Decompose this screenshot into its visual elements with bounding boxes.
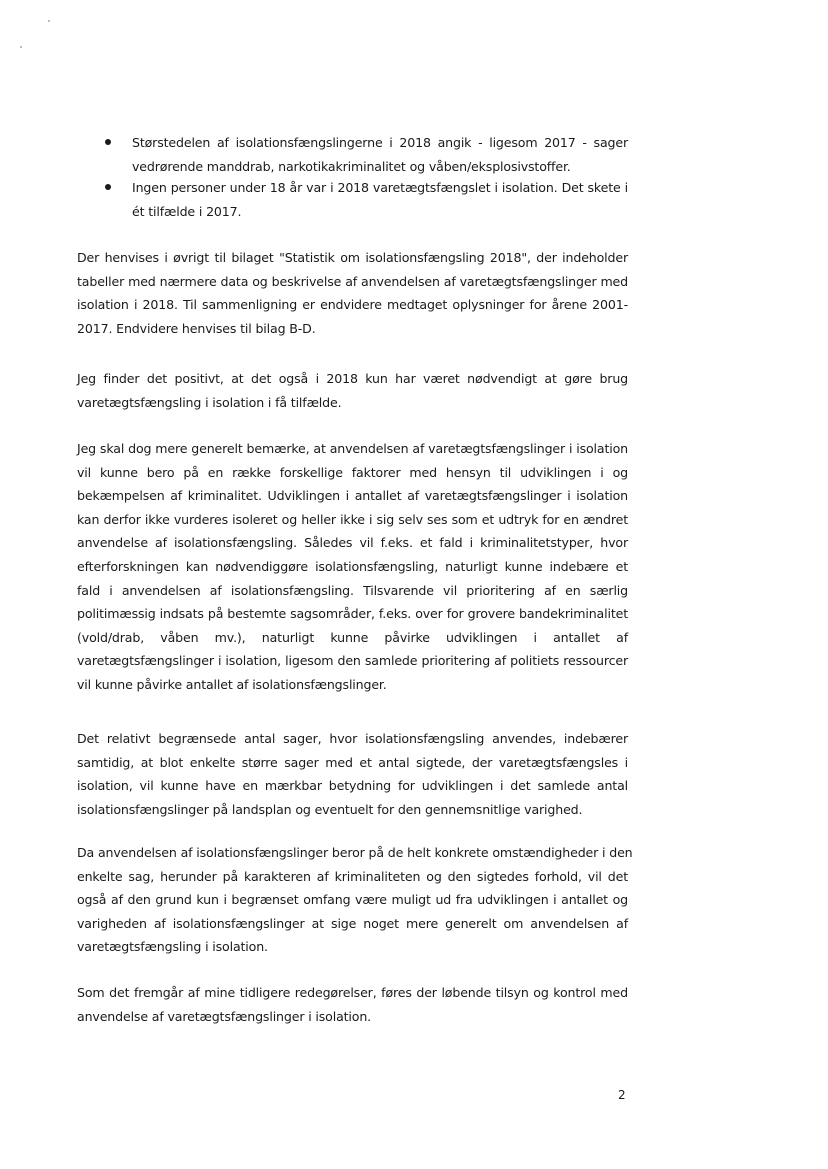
scan-speck [48,20,50,22]
text-line: isolation i 2018. Til sammenligning er endvidere medtaget oplysninger for årene 2001- [77,297,628,313]
paragraph [77,981,628,1028]
bullet-icon [105,184,111,190]
text-line: vil kunne påvirke antallet af isolationsfængslinger. [77,676,387,692]
text-line: 2017. Endvidere henvises til bilag B-D. [77,320,316,336]
text-line: ét tilfælde i 2017. [132,203,242,219]
bullet-icon [105,139,111,145]
text-line: fald i anvendelsen af isolationsfængsling. Tilsvarende vil prioritering af en særlig [77,582,628,598]
text-line: enkelte sag, herunder på karakteren af kriminaliteten og den sigtedes forhold, vil det [77,868,628,884]
text-line: vedrørende manddrab, narkotikakriminalitet og våben/eksplosivstoffer. [132,158,571,174]
paragraph [77,437,628,697]
paragraph [77,367,628,414]
text-line: politimæssig indsats på bestemte sagsområder, f.eks. over for grovere bandekriminalitet [77,606,628,622]
text-line: vil kunne bero på en række forskellige faktorer med hensyn til udviklingen i og [77,464,628,480]
text-line: anvendelse af isolationsfængsling. Således vil f.eks. et fald i kriminalitetstyper, hvor [77,535,628,551]
text-line: kan derfor ikke vurderes isoleret og heller ikke i sig selv ses som et udtryk for en ændret [77,511,628,527]
text-line: tabeller med nærmere data og beskrivelse af anvendelsen af varetægtsfængslinger med [77,273,628,289]
paragraph [77,727,628,821]
paragraph [77,246,628,340]
text-line: bekæmpelsen af kriminalitet. Udviklingen i antallet af varetægtsfængslinger i isolation [77,488,628,504]
text-line: Det relativt begrænsede antal sager, hvor isolationsfængsling anvendes, indebærer [77,731,628,746]
text-line: isolation, vil kunne have en mærkbar betydning for udviklingen i det samlede antal [77,778,628,794]
text-line: Da anvendelsen af isolationsfængslinger beror på de helt konkrete omstændigheder i den [77,845,633,860]
text-line: Som det fremgår af mine tidligere redegørelser, føres der løbende tilsyn og kontrol med [77,985,628,1000]
text-line: varigheden af isolationsfængslinger at sige noget mere generelt om anvendelsen af [77,915,628,931]
text-line: (vold/drab, våben mv.), naturligt kunne påvirke udviklingen i antallet af [77,629,628,645]
text-line: varetægtsfængsling i isolation. [77,939,268,955]
bullet-item [132,131,628,178]
paragraph [77,841,633,959]
scan-speck [20,46,22,48]
text-line: anvendelse af varetægtsfængslinger i isolation. [77,1008,372,1024]
text-line: varetægtsfængsling i isolation i få tilfælde. [77,394,342,410]
page-number: 2 [618,1088,626,1102]
text-line: samtidig, at blot enkelte større sager med et antal sigtede, der varetægtsfængsles i [77,754,628,770]
text-line: Ingen personer under 18 år var i 2018 varetægtsfængslet i isolation. Det skete i [132,180,628,195]
bullet-item [132,176,628,223]
text-line: Jeg finder det positivt, at det også i 2018 kun har været nødvendigt at gøre brug [77,371,628,386]
text-line: Jeg skal dog mere generelt bemærke, at anvendelsen af varetægtsfængslinger i isolation [77,441,628,456]
text-line: efterforskningen kan nødvendiggøre isolationsfængsling, naturligt kunne indebære et [77,558,628,574]
text-line: isolationsfængslinger på landsplan og eventuelt for den gennemsnitlige varighed. [77,801,583,817]
text-line: varetægtsfængslinger i isolation, ligesom den samlede prioritering af politiets ressourcer [77,653,628,669]
text-line: Størstedelen af isolationsfængslingerne i 2018 angik - ligesom 2017 - sager [132,135,628,150]
text-line: Der henvises i øvrigt til bilaget "Statistik om isolationsfængsling 2018", der indeholder [77,250,628,265]
text-line: også af den grund kun i begrænset omfang være muligt ud fra udviklingen i antallet og [77,892,628,908]
